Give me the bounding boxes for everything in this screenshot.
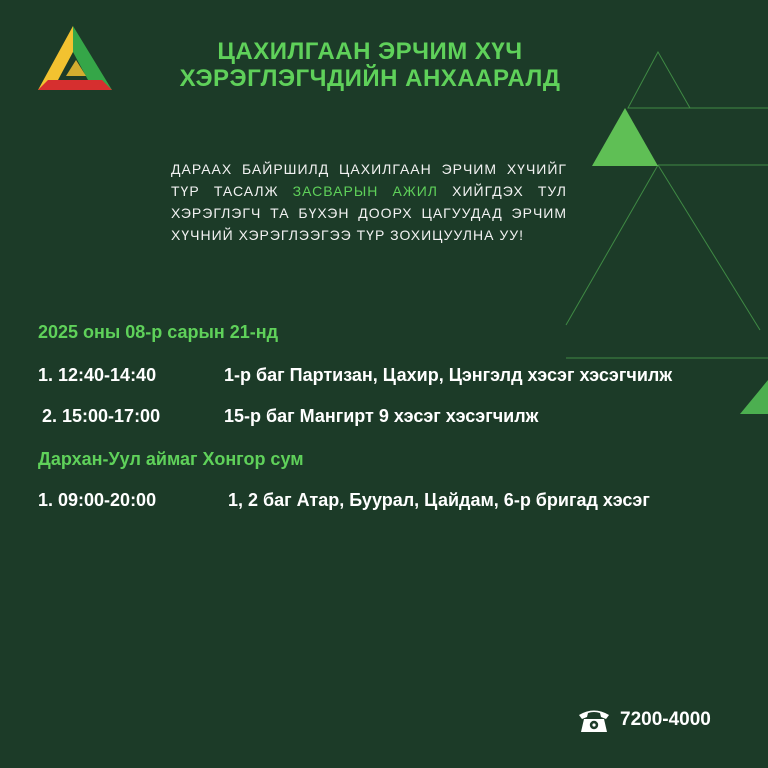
schedule-time: 2. 15:00-17:00 bbox=[42, 406, 161, 426]
schedule-row bbox=[38, 490, 650, 511]
schedule-time: 1. 09:00-20:00 bbox=[38, 490, 157, 510]
green-triangle-shape bbox=[592, 108, 658, 166]
location-label: Дархан-Уул аймаг Хонгор сум bbox=[38, 449, 304, 469]
date-label: 2025 оны 08-р сарын 21-нд bbox=[38, 322, 279, 342]
notice-text-2: ХИЙГДЭХ ТУЛ ХЭРЭГЛЭГЧ ТА БҮХЭН ДООРХ ЦАГУУДАД ЭРЧИМ ХҮЧНИЙ ХЭРЭГЛЭЭГЭЭ ТҮР ЗОХИЦУУЛНА УУ! bbox=[171, 183, 567, 243]
notice-text-1: ДАРААХ БАЙРШИЛД ЦАХИЛГААН ЭРЧИМ ХҮЧИЙГ ТҮР ТАСАЛЖ bbox=[171, 161, 567, 199]
green-corner-triangle-shape bbox=[740, 380, 768, 414]
phone-number: 7200-4000 bbox=[620, 709, 711, 730]
company-logo bbox=[36, 24, 114, 96]
telephone-icon bbox=[576, 706, 612, 734]
title-line-1: ЦАХИЛГААН ЭРЧИМ ХҮЧ bbox=[217, 38, 523, 65]
schedule-place: 1-р баг Партизан, Цахир, Цэнгэлд хэсэг хэсэгчилж bbox=[224, 365, 673, 385]
notice-paragraph bbox=[171, 158, 567, 246]
schedule-time: 1. 12:40-14:40 bbox=[38, 365, 157, 385]
page-title bbox=[130, 38, 610, 92]
notice-highlight: ЗАСВАРЫН АЖИЛ bbox=[292, 183, 438, 199]
schedule-row bbox=[42, 406, 539, 427]
title-line-2: ХЭРЭГЛЭГЧДИЙН АНХААРАЛД bbox=[179, 65, 561, 92]
schedule-row bbox=[38, 365, 673, 386]
schedule-place: 1, 2 баг Атар, Буурал, Цайдам, 6-р бригад хэсэг bbox=[228, 490, 650, 510]
contact-phone[interactable] bbox=[576, 706, 711, 734]
schedule-place: 15-р баг Мангирт 9 хэсэг хэсэгчилж bbox=[224, 406, 539, 426]
